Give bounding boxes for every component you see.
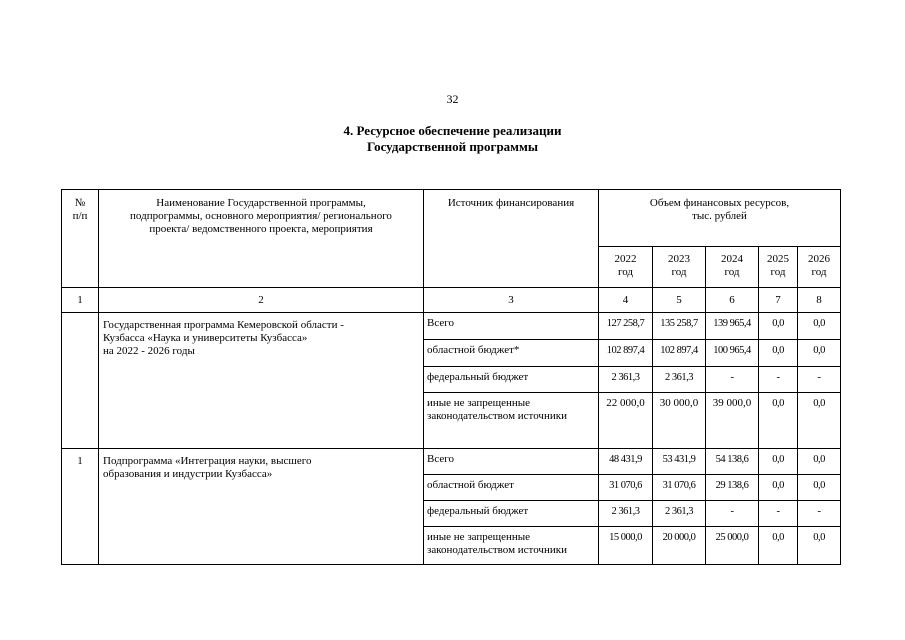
value-cell: - bbox=[706, 367, 759, 393]
year-unit: год bbox=[671, 266, 687, 278]
heading-line-2: Государственной программы bbox=[366, 139, 539, 154]
year-label: 2024 bbox=[721, 253, 743, 265]
year-unit: год bbox=[811, 266, 827, 278]
header-volume bbox=[599, 190, 841, 247]
subprogram-name-line-2: образования и индустрии Кузбасса» bbox=[103, 468, 273, 480]
program-name-line-1: Государственная программа Кемеровской области - bbox=[103, 319, 344, 331]
column-number: 1 bbox=[62, 288, 99, 313]
value-cell: 0,0 bbox=[759, 449, 798, 475]
value-cell: 139 965,4 bbox=[706, 313, 759, 340]
column-number: 6 bbox=[706, 288, 759, 313]
header-row bbox=[62, 190, 841, 247]
program-name-line-2: Кузбасса «Наука и университеты Кузбасса» bbox=[103, 332, 308, 344]
source-cell: федеральный бюджет bbox=[424, 501, 599, 527]
subprogram-name bbox=[99, 449, 424, 565]
section-heading bbox=[0, 123, 905, 155]
source-cell bbox=[424, 393, 599, 449]
value-cell: 0,0 bbox=[798, 393, 841, 449]
value-cell: 53 431,9 bbox=[653, 449, 706, 475]
header-name-line-3: проекта/ ведомственного проекта, мероприятия bbox=[149, 223, 373, 235]
year-label: 2023 bbox=[668, 253, 690, 265]
header-year-2022 bbox=[599, 247, 653, 288]
value-cell: 0,0 bbox=[798, 449, 841, 475]
header-volume-line-1: Объем финансовых ресурсов, bbox=[649, 197, 790, 209]
value-cell: 0,0 bbox=[759, 475, 798, 501]
value-cell: 29 138,6 bbox=[706, 475, 759, 501]
value-cell: 100 965,4 bbox=[706, 340, 759, 367]
year-unit: год bbox=[724, 266, 740, 278]
year-label: 2025 bbox=[767, 253, 789, 265]
value-cell: 0,0 bbox=[759, 393, 798, 449]
header-year-2026 bbox=[798, 247, 841, 288]
value-cell: 20 000,0 bbox=[653, 527, 706, 565]
program-name-line-3: на 2022 - 2026 годы bbox=[103, 345, 195, 357]
table-row bbox=[62, 449, 841, 475]
value-cell: 0,0 bbox=[759, 313, 798, 340]
value-cell: 127 258,7 bbox=[599, 313, 653, 340]
source-line-1: иные не запрещенные bbox=[427, 397, 531, 409]
value-cell: - bbox=[798, 501, 841, 527]
subprogram-name-line-1: Подпрограмма «Интеграция науки, высшего bbox=[103, 455, 312, 467]
value-cell: 0,0 bbox=[798, 475, 841, 501]
value-cell: - bbox=[798, 367, 841, 393]
source-cell: областной бюджет bbox=[424, 475, 599, 501]
value-cell: - bbox=[759, 501, 798, 527]
source-cell: Всего bbox=[424, 449, 599, 475]
row-number bbox=[62, 313, 99, 449]
value-cell: 25 000,0 bbox=[706, 527, 759, 565]
header-num-line-2: п/п bbox=[72, 210, 88, 222]
column-number: 3 bbox=[424, 288, 599, 313]
value-cell: 54 138,6 bbox=[706, 449, 759, 475]
year-label: 2026 bbox=[808, 253, 830, 265]
header-year-2024 bbox=[706, 247, 759, 288]
source-cell: федеральный бюджет bbox=[424, 367, 599, 393]
value-cell: 48 431,9 bbox=[599, 449, 653, 475]
header-num bbox=[62, 190, 99, 288]
header-source: Источник финансирования bbox=[424, 190, 599, 288]
source-cell: областной бюджет* bbox=[424, 340, 599, 367]
heading-line-1: 4. Ресурсное обеспечение реализации bbox=[343, 123, 562, 138]
value-cell: 31 070,6 bbox=[653, 475, 706, 501]
source-cell: Всего bbox=[424, 313, 599, 340]
value-cell: 0,0 bbox=[798, 313, 841, 340]
year-unit: год bbox=[617, 266, 634, 278]
column-number: 7 bbox=[759, 288, 798, 313]
value-cell: 0,0 bbox=[759, 527, 798, 565]
year-unit: год bbox=[770, 266, 786, 278]
value-cell: 2 361,3 bbox=[653, 501, 706, 527]
value-cell: 2 361,3 bbox=[653, 367, 706, 393]
header-volume-line-2: тыс. рублей bbox=[692, 210, 747, 222]
header-num-line-1: № bbox=[74, 197, 86, 209]
value-cell: 15 000,0 bbox=[599, 527, 653, 565]
financing-table bbox=[61, 189, 841, 565]
value-cell: 102 897,4 bbox=[653, 340, 706, 367]
value-cell: 39 000,0 bbox=[706, 393, 759, 449]
column-number: 4 bbox=[599, 288, 653, 313]
value-cell: 2 361,3 bbox=[599, 501, 653, 527]
column-number: 8 bbox=[798, 288, 841, 313]
value-cell: 135 258,7 bbox=[653, 313, 706, 340]
value-cell: - bbox=[706, 501, 759, 527]
column-numbers-row bbox=[62, 288, 841, 313]
value-cell: 102 897,4 bbox=[599, 340, 653, 367]
source-line-2: законодательством источники bbox=[427, 410, 567, 422]
table-row bbox=[62, 313, 841, 340]
source-line-2: законодательством источники bbox=[427, 544, 567, 556]
page-number: 32 bbox=[446, 92, 459, 106]
value-cell: 30 000,0 bbox=[653, 393, 706, 449]
header-name-line-2: подпрограммы, основного мероприятия/ регионального bbox=[130, 210, 392, 222]
row-number: 1 bbox=[62, 449, 99, 565]
value-cell: 22 000,0 bbox=[599, 393, 653, 449]
value-cell: 0,0 bbox=[759, 340, 798, 367]
column-number: 5 bbox=[653, 288, 706, 313]
header-name-line-1: Наименование Государственной программы, bbox=[156, 197, 366, 209]
value-cell: 31 070,6 bbox=[599, 475, 653, 501]
year-label: 2022 bbox=[614, 253, 637, 265]
header-year-2025 bbox=[759, 247, 798, 288]
value-cell: 0,0 bbox=[798, 527, 841, 565]
source-line-1: иные не запрещенные bbox=[427, 531, 531, 543]
header-year-2023 bbox=[653, 247, 706, 288]
value-cell: 0,0 bbox=[798, 340, 841, 367]
value-cell: - bbox=[759, 367, 798, 393]
header-name bbox=[99, 190, 424, 288]
program-name bbox=[99, 313, 424, 449]
column-number: 2 bbox=[99, 288, 424, 313]
source-cell bbox=[424, 527, 599, 565]
value-cell: 2 361,3 bbox=[599, 367, 653, 393]
